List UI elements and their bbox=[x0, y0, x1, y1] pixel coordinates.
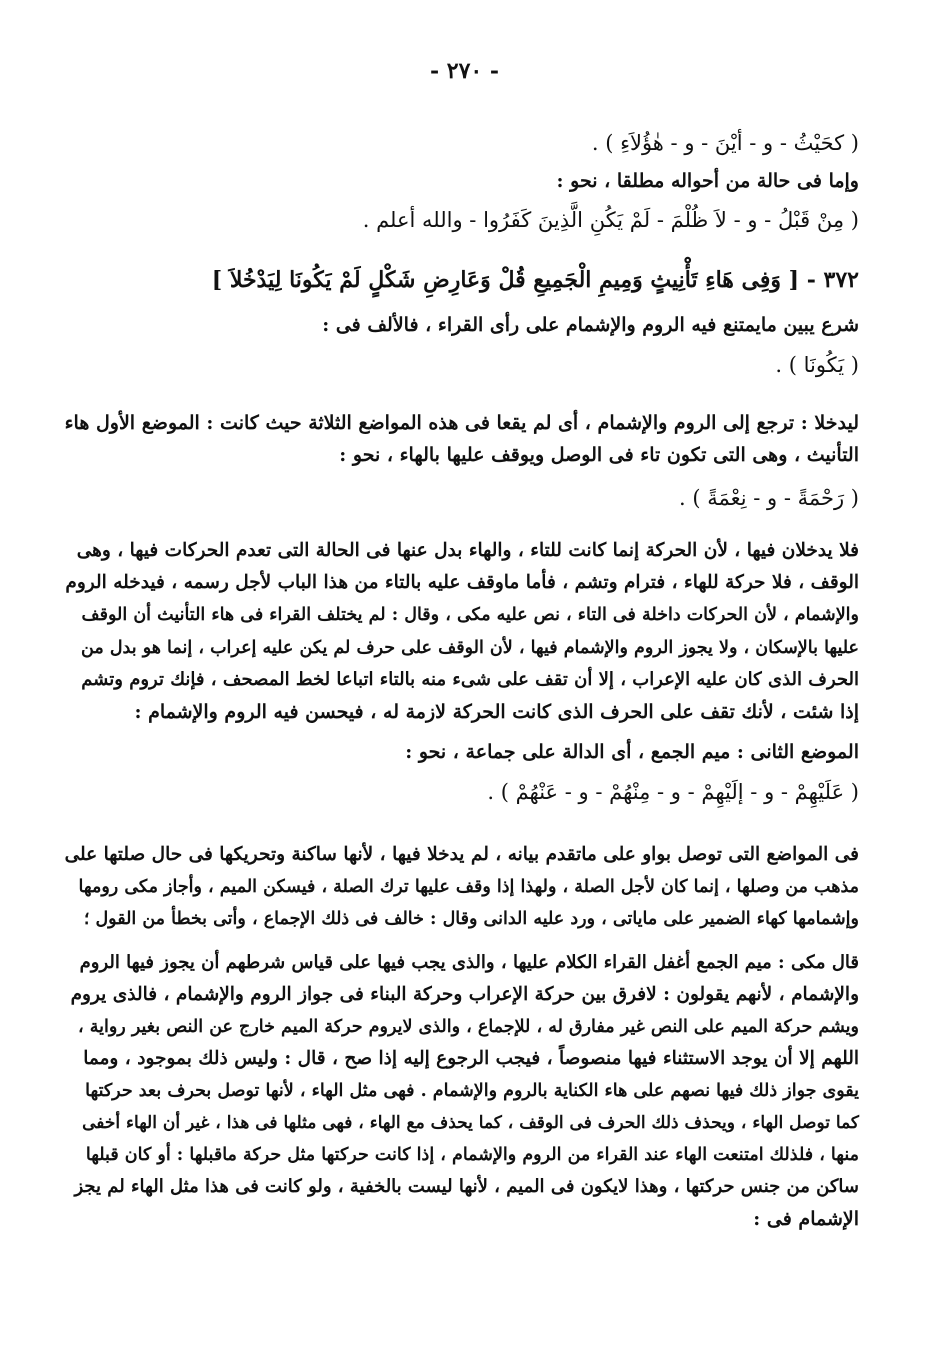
text-line: فى المواضع التى توصل بواو على ماتقدم بيانه ، لم يدخلا فيها ، لأنها ساكنة وتحريكها فى حال صلتها على bbox=[64, 844, 859, 865]
text-line: الوقف ، فلا حركة للهاء ، فترام وتشم ، فأما ماوقف عليه بالتاء من هذا الباب لأجل رسمه ، فيدخله الروم bbox=[65, 572, 859, 593]
text-line: شرع يبين مايمتنع فيه الروم والإشمام على رأى القراء ، فالألف فى : bbox=[322, 314, 859, 336]
quoted-word-list: ( عَلَيْهِمْ - و - إلَيْهِمْ - و - مِنْهُمْ - و - عَنْهُمْ ) . bbox=[487, 780, 859, 804]
text-line: عليها بالإسكان ، ولا يجوز الروم والإشمام فيها ، لأن الوقف على حرف لم يكن عليه إعراب ، إنما هو بدل من bbox=[81, 638, 859, 658]
text-line: ويشم حركة الميم على النص غير مفارق له ، للإجماع ، والذى لايروم حركة الميم خارج عن النص بغير رواية ، bbox=[78, 1017, 859, 1037]
quoted-word-list: ( كحَيْثُ - و - أيْنَ - و - هٰؤُلاَءِ ) . bbox=[591, 131, 859, 155]
text-line: التأنيث ، وهى التى تكون تاء فى الوصل ويوقف عليها بالهاء ، نحو : bbox=[339, 444, 859, 466]
text-line: الحرف الذى كان عليه الإعراب ، إلا أن تقف على شىء منه بالتاء اتباعا لخط المصحف ، فإنك تروم وتشم bbox=[81, 669, 859, 690]
quoted-word-list: ( رَحْمَةً - و - نِعْمَةً ) . bbox=[678, 486, 859, 510]
text-line: إذا شئت ، لأنك تقف على الحرف الذى كانت الحركة لازمة له ، فيحسن فيه الروم والإشمام : bbox=[134, 701, 859, 723]
text-line: وإما فى حالة من أحواله مطلقا ، نحو : bbox=[556, 170, 859, 192]
text-line: والإشمام ، لأنهم يقولون : لافرق بين حركة الإعراب وحركة البناء فى جواز الروم والإشمام ، فالذى يروم bbox=[70, 984, 859, 1005]
text-line: الإشمام فى : bbox=[753, 1208, 859, 1230]
text-line: الموضع الثانى : ميم الجمع ، أى الدالة على جماعة ، نحو : bbox=[405, 741, 859, 763]
text-line: فلا يدخلان فيها ، لأن الحركة إنما كانت للتاء ، والهاء بدل عنها فى الحالة التى تعدم الحركات فيها ، وهى bbox=[76, 540, 859, 561]
text-line: مذهب من وصلها ، إنما كان لأجل الصلة ، ولهذا إذا وقف عليها ترك الصلة ، فيسكن الميم ، وأجاز مكى رومها bbox=[78, 877, 859, 897]
text-line: والإشمام ، لأن الحركات داخلة فى التاء ، نص عليه مكى ، وقال : لم يختلف القراء فى هاء التأنيث أن الوقف bbox=[81, 605, 859, 625]
text-line: قال مكى : ميم الجمع أغفل القراء الكلام عليها ، والذى يجب فيها على قياس شرطهم أن يجوز فيها الروم bbox=[79, 952, 859, 973]
text-line: وإشمامها كهاء الضمير على ماياتى ، ورد عليه الدانى وقال : خالف فى ذلك الإجماع ، وأتى بخطأ من القول ؛ bbox=[83, 909, 859, 929]
page-number: - ٢٧٠ - bbox=[429, 58, 500, 84]
text-line: كما توصل الهاء ، ويحذف ذلك الحرف فى الوقف ، كما يحذف مع الهاء ، فهى مثلها فى هذا ، غير أن الهاء أخفى bbox=[82, 1113, 859, 1133]
text-line: ساكن من جنس حركتها ، وهذا لايكون فى الميم ، لأنها ليست بالخفية ، ولو كانت فى هذا مثل الهاء لم يجز bbox=[74, 1176, 859, 1197]
verse-line: ٣٧٢ - [ وَفِى هَاءِ تَأْنِيثٍ وَمِيمِ الْجَمِيعِ قُلْ وَعَارِضِ شَكْلٍ لَمْ يَكُونَا لِيَدْخُلاَ ] bbox=[211, 267, 859, 293]
text-line: اللهم إلا أن يوجد الاستثناء فيها منصوصاً ، فيجب الرجوع إليه إذا صح ، قال : وليس ذلك بموجود ، ومما bbox=[83, 1048, 859, 1069]
quoted-phrase-list: ( مِنْ قَبْلُ - و - لاَ ظُلْمَ - لَمْ يَكُنِ الَّذِينَ كَفَرُوا - والله أعلم . bbox=[362, 208, 859, 232]
quoted-word: ( يَكُونَا ) . bbox=[775, 353, 859, 377]
text-line: منها ، فلذلك امتنعت الهاء عند القراء من الروم والإشمام ، إذا كانت حركتها مثل حركة ماقبلها : أو كان قبلها bbox=[85, 1145, 859, 1165]
text-line: ليدخلا : ترجع إلى الروم والإشمام ، أى لم يقعا فى هذه المواضع الثلاثة حيث كانت : الموضع الأول هاء bbox=[64, 412, 859, 434]
text-line: يقوى جواز ذلك فيها نصهم على هاء الكناية بالروم والإشمام . فهى مثل الهاء ، لأنها توصل بحرف بعد حركتها bbox=[85, 1081, 859, 1101]
